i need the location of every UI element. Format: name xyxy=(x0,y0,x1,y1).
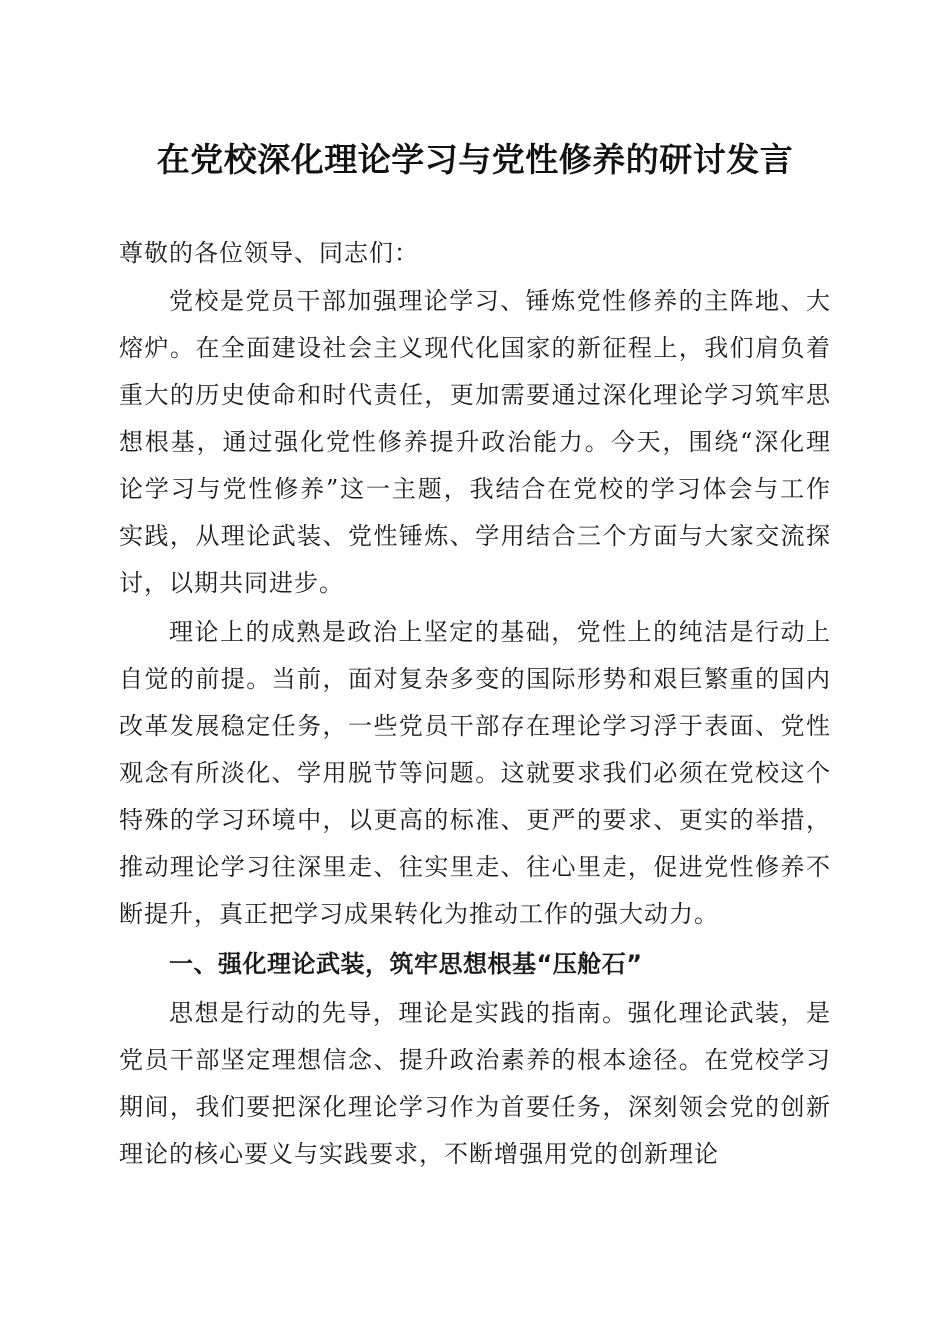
body-paragraph: 理论上的成熟是政治上坚定的基础，党性上的纯洁是行动上自觉的前提。当前，面对复杂多变的国际形势和艰巨繁重的国内改革发展稳定任务，一些党员干部存在理论学习浮于表面、党性观念有所淡化、学用脱节等问题。这就要求我们必须在党校这个特殊的学习环境中，以更高的标准、更严的要求、更实的举措，推动理论学习往深里走、往实里走、往心里走，促进党性修养不断提升，真正把学习成果转化为推动工作的强大动力。 xyxy=(119,618,831,928)
body-paragraph: 党校是党员干部加强理论学习、锤炼党性修养的主阵地、大熔炉。在全面建设社会主义现代化国家的新征程上，我们肩负着重大的历史使命和时代责任，更加需要通过深化理论学习筑牢思想根基，通过强化党性修养提升政治能力。今天，围绕“深化理论学习与党性修养”这一主题，我结合在党校的学习体会与工作实践，从理论武装、党性锤炼、学用结合三个方面与大家交流探讨，以期共同进步。 xyxy=(119,287,831,597)
body-paragraph: 思想是行动的先导，理论是实践的指南。强化理论武装，是党员干部坚定理想信念、提升政治素养的根本途径。在党校学习期间，我们要把深化理论学习作为首要任务，深刻领会党的创新理论的核心要义与实践要求，不断增强用党的创新理论 xyxy=(119,999,831,1168)
section-heading: 一、强化理论武装，筑牢思想根基“压舱石” xyxy=(169,950,643,978)
document-body xyxy=(119,231,831,1180)
document-title: 在党校深化理论学习与党性修养的研讨发言 xyxy=(156,140,794,179)
salutation: 尊敬的各位领导、同志们： xyxy=(119,239,419,267)
